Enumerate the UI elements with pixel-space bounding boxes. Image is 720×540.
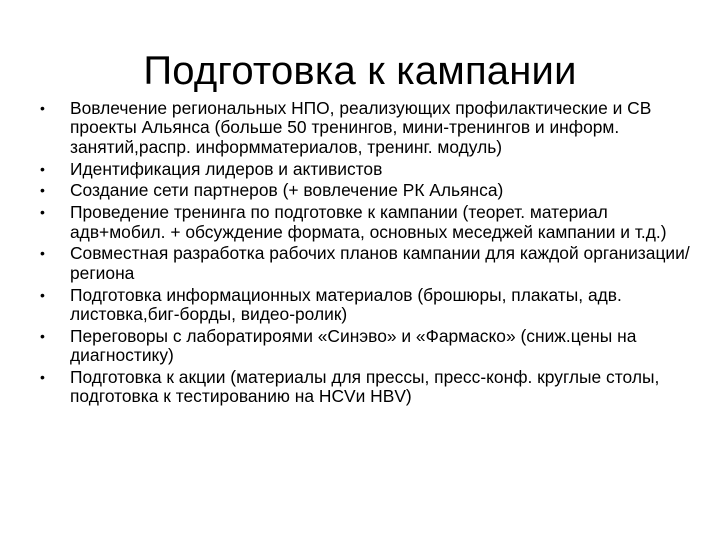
bullet-item-3 — [40, 181, 690, 200]
bullet-item-6 — [40, 286, 690, 325]
slide-title: Подготовка к кампании — [143, 49, 577, 93]
bullet-item-4 — [40, 203, 690, 242]
bullet-text: Совместная разработка рабочих планов кампании для каждой организации/региона — [70, 243, 690, 283]
bullet-text: Вовлечение региональных НПО, реализующих профилактические и СВ проекты Альянса (больше 50 тренингов, мини-тренингов и информ. занятий,распр. информматериалов, тренинг. модуль) — [70, 98, 652, 157]
bullet-text: Подготовка к акции (материалы для прессы, пресс-конф. круглые столы, подготовка к тестированию на HCVи HBV) — [70, 367, 660, 407]
bullet-list — [40, 99, 690, 409]
bullet-item-1 — [40, 99, 690, 157]
bullet-text: Подготовка информационных материалов (брошюры, плакаты, адв. листовка,биг-борды, видео-ролик) — [70, 284, 622, 325]
bullet-item-2 — [40, 160, 690, 179]
bullet-text: Переговоры с лаборатироями «Синэво» и «Фармаско» (сниж.цены на диагностику) — [70, 325, 637, 366]
bullet-text: Идентификация лидеров и активистов — [70, 158, 383, 179]
bullet-icon: • — [40, 204, 45, 221]
bullet-item-8 — [40, 368, 690, 407]
bullet-item-5 — [40, 244, 690, 283]
bullet-icon: • — [40, 369, 45, 386]
bullet-icon: • — [40, 100, 45, 116]
bullet-text: Создание сети партнеров (+ вовлечение РК Альянса) — [70, 180, 504, 201]
bullet-icon: • — [40, 327, 45, 344]
bullet-text: Проведение тренинга по подготовке к кампании (теорет. материал адв+мобил. + обсуждение формата, основных меседжей кампании и т.д.) — [70, 202, 667, 242]
bullet-icon: • — [40, 160, 45, 177]
bullet-item-7 — [40, 327, 690, 366]
bullet-icon: • — [40, 245, 45, 262]
bullet-icon: • — [40, 286, 45, 303]
bullet-icon: • — [40, 182, 45, 199]
